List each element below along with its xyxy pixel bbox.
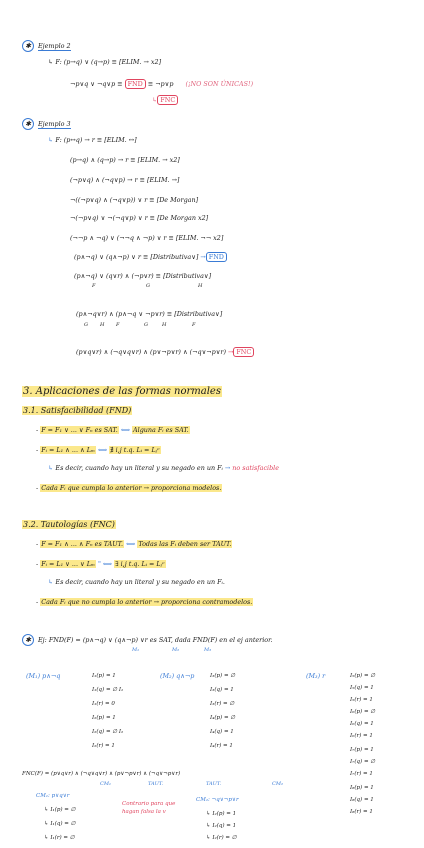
asterisk-icon: ✱ <box>22 634 34 646</box>
col3-row: I₅(q) = 1 <box>350 685 374 691</box>
s32-item-1: - F = F₁ ∧ ... ∧ Fₙ es TAUT. ⟺ Todas las Fᵢ deben ser TAUT. <box>36 540 232 548</box>
ej2-line-2: ¬p∨q ∨ ¬q∨p ≡ FND ≡ ¬p∨p (¡NO SON ÚNICAS!) <box>70 80 254 88</box>
ej2-fnc: ↳ FNC <box>152 96 178 105</box>
asterisk-icon: ✱ <box>22 40 34 52</box>
col2-row: I₄(p) = ∅ <box>210 715 236 721</box>
label-f: F <box>192 322 196 328</box>
cm1-row: ↳ I₁(r) = ∅ <box>44 835 75 841</box>
col3-row: I₆(q) = 1 <box>350 721 374 727</box>
asterisk-icon: ✱ <box>22 118 34 130</box>
label-h: H <box>198 283 203 289</box>
col1-row: I₁(r) = 0 <box>92 701 115 707</box>
col3-row: I₈(q) = 1 <box>350 797 374 803</box>
label-cm2: CM₂ <box>272 781 283 787</box>
ej3-line-3: (¬p∨q) ∧ (¬q∨p) → r ≡ [ELIM. →] <box>70 176 180 184</box>
label-g: G <box>144 322 148 328</box>
col1-head: (M₁) p∧¬q <box>26 672 61 680</box>
fnc-box: FNC <box>233 347 254 357</box>
col2-row: I₄(q) = 1 <box>210 729 234 735</box>
ej-heading: ✱ Ej: FND(F) = (p∧¬q) ∨ (q∧¬p) ∨r es SAT, dada FND(F) en el ej anterior. <box>22 634 273 646</box>
label-g: G <box>146 283 150 289</box>
ej3-line-7: (p∧¬q) ∨ (q∧¬p) ∨ r ≡ [Distributiva∨] → FND <box>74 253 227 262</box>
col1-row: I₁(q) = ∅ I₁ <box>92 687 124 693</box>
col3-row: I₇(q) = ∅ <box>350 759 376 765</box>
label-h: H <box>162 322 167 328</box>
s32-last: - Cada Fᵢ que no cumpla lo anterior → proporciona contramodelos. <box>36 598 253 606</box>
ej3-line-4: ¬((¬p∨q) ∧ (¬q∨p)) ∨ r ≡ [De Morgan] <box>70 196 199 204</box>
cm1-note: Contrario para que hagan falsa la v <box>122 801 176 815</box>
label-f: F <box>92 283 96 289</box>
col3-row: I₅(p) = ∅ <box>350 673 376 679</box>
ej3-line-9: (p∧¬q∨r) ∧ (p∧¬q ∨ ¬p∨r) ≡ [Distributiva∨] <box>76 310 223 318</box>
cm1-row: ↳ I₁(q) = ∅ <box>44 821 76 827</box>
section-3-1-title: 3.1. Satisfacibilidad (FND) <box>23 406 132 415</box>
s31-note: ↳ Es decir, cuando hay un literal y su negado en un Fᵢ → no satisfacible <box>48 464 279 472</box>
col3-row: I₇(p) = 1 <box>350 747 374 753</box>
s31-item-1: - F = F₁ ∨ ... ∨ Fₙ es SAT. ⟺ Alguna Fᵢ es SAT. <box>36 426 189 434</box>
ejemplo-3-heading: ✱ Ejemplo 3 <box>22 118 71 130</box>
cm2-row: ↳ I₂(p) = 1 <box>206 811 237 817</box>
col2-row: I₃(p) = ∅ <box>210 673 236 679</box>
label-m3: M₃ <box>204 647 212 653</box>
fnc-line: FNC(F) = (p∨q∨r) ∧ (¬q∨q∨r) ∧ (p∨¬p∨r) ∧ (¬q∨¬p∨r) <box>22 771 181 777</box>
col2-head: (M₂) q∧¬p <box>160 672 195 680</box>
col1-row: I₂(q) = ∅ I₂ <box>92 729 124 735</box>
col2-row: I₃(q) = 1 <box>210 687 234 693</box>
ejemplo-2-heading: ✱ Ejemplo 2 <box>22 40 71 52</box>
cm2-row: ↳ I₂(r) = ∅ <box>206 835 237 841</box>
ej3-line-2: (p→q) ∧ (q→p) → r ≡ [ELIM. → x2] <box>70 156 180 164</box>
col2-row: I₃(r) = ∅ <box>210 701 235 707</box>
s32-item-2: - Fᵢ = L₁ ∨ ... ∨ Lₘ " ⟺ ∃ i,j t.q. Lᵢ = Lⱼᶜ <box>36 560 165 568</box>
cm1-head: CM₁: p∨q∨r <box>36 793 70 799</box>
col2-row: I₄(r) = 1 <box>210 743 233 749</box>
label-taut: TAUT. <box>148 781 164 787</box>
section-3-2-title: 3.2. Tautologías (FNC) <box>23 520 115 529</box>
label-m1: M₁ <box>132 647 140 653</box>
s32-note: ↳ Es decir, cuando hay un literal y su negado en un Fᵢ. <box>48 578 225 586</box>
fnd-box: FND <box>125 79 146 89</box>
ej2-line-1: ↳ F: (p→q) ∨ (q→p) ≡ [ELIM. → x2] <box>48 58 162 66</box>
ej3-line-6: (¬¬p ∧ ¬q) ∨ (¬¬q ∧ ¬p) ∨ r ≡ [ELIM. ¬¬ x2] <box>70 234 224 242</box>
ej2-note: (¡NO SON ÚNICAS!) <box>185 80 254 88</box>
label-cm1: CM₁ <box>100 781 111 787</box>
label-taut: TAUT. <box>206 781 222 787</box>
col3-row: I₆(r) = 1 <box>350 733 373 739</box>
ej3-line-1: ↳ F: (p↔q) → r ≡ [ELIM. ↔] <box>48 136 137 144</box>
cm2-head: CM₂: ¬q∨¬p∨r <box>196 797 239 803</box>
cm2-row: ↳ I₂(q) = 1 <box>206 823 237 829</box>
col1-row: I₂(r) = 1 <box>92 743 115 749</box>
col3-row: I₈(r) = 1 <box>350 809 373 815</box>
col3-row: I₈(p) = 1 <box>350 785 374 791</box>
ej3-line-5: ¬(¬p∨q) ∨ ¬(¬q∨p) ∨ r ≡ [De Morgan x2] <box>70 214 209 222</box>
s31-last: - Cada Fᵢ que cumpla lo anterior → proporciona modelos. <box>36 484 222 492</box>
s31-item-2: - Fᵢ = L₁ ∧ ... ∧ Lₘ ⟺ ∄ i,j t.q. Lᵢ = Lⱼᶜ <box>36 446 160 454</box>
label-f: F <box>116 322 120 328</box>
col1-row: I₂(p) = 1 <box>92 715 116 721</box>
col3-row: I₇(r) = 1 <box>350 771 373 777</box>
label-m2: M₂ <box>172 647 180 653</box>
col3-row: I₆(p) = ∅ <box>350 709 376 715</box>
label-g: G <box>84 322 88 328</box>
ej3-line-10: (p∨q∨r) ∧ (¬q∨q∨r) ∧ (p∨¬p∨r) ∧ (¬q∨¬p∨r) → FNC <box>76 348 254 357</box>
col3-head: (M₃) r <box>306 672 326 680</box>
fnd-box: FND <box>206 252 227 262</box>
col3-row: I₅(r) = 1 <box>350 697 373 703</box>
ej3-line-8: (p∧¬q) ∨ (q∨r) ∧ (¬p∨r) ≡ [Distributiva∨] <box>74 272 212 280</box>
section-3-title: 3. Aplicaciones de las formas normales <box>23 386 221 397</box>
cm1-row: ↳ I₁(p) = ∅ <box>44 807 76 813</box>
label-h: H <box>100 322 105 328</box>
col1-row: I₁(p) = 1 <box>92 673 116 679</box>
